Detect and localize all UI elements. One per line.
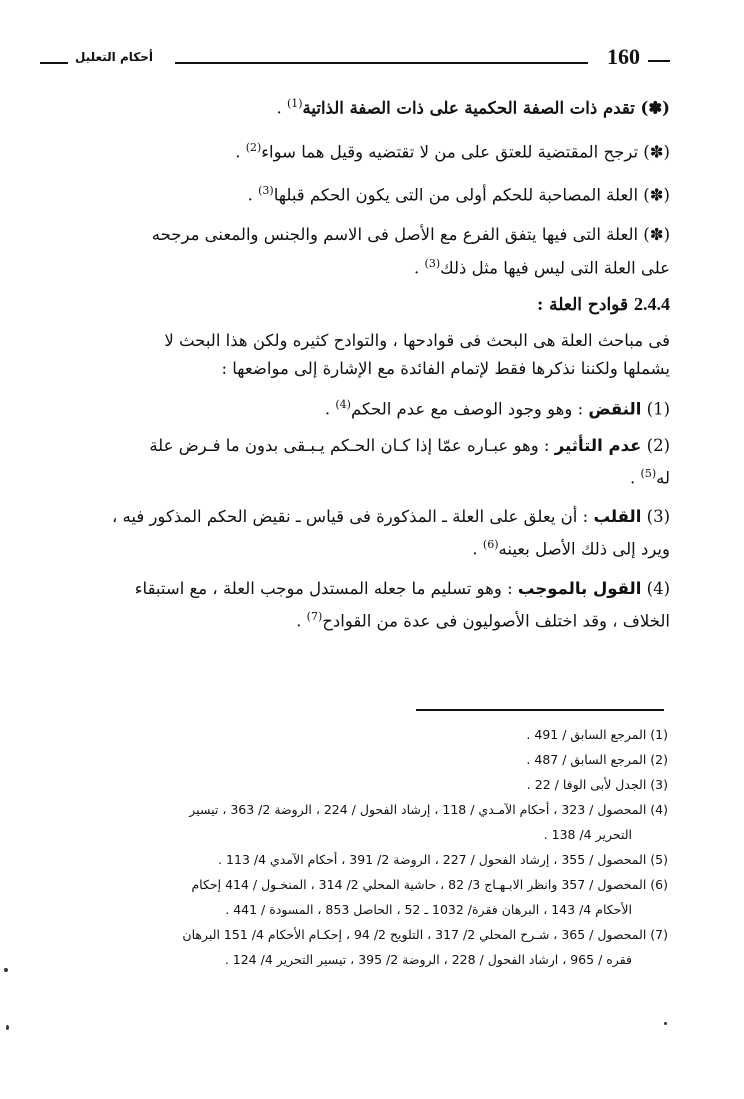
section-title: قوادح العلة : (536, 295, 629, 315)
footnote-1: (1) المرجع السابق / 491 . (526, 727, 668, 742)
line-bullet-3: (✽) العلة المصاحبة للحكم أولى من التى يكون الحكم قبلها$^{(3)}$ . (247, 184, 670, 205)
line-bullet-4-cont: على العلة التى ليس فيها مثل ذلك$^{(3)}$ . (414, 256, 670, 277)
term-adam-tathir: عدم التأثير (554, 435, 642, 455)
line-bullet-4: (✽) العلة التى فيها يتفق الفرع مع الأصل فى الاسم والجنس والمعنى مرجحه (151, 224, 670, 244)
footnote-separator (416, 709, 664, 711)
footnotes (48, 722, 668, 972)
footnote-7: (7) المحصول / 365 ، شـرح المحلي 2/ 317 ، التلويح 2/ 94 ، إحكـام الأحكام 4/ 151 البرهان (182, 927, 668, 942)
footnote-3: (3) الجدل لأبى الوفا / 22 . (526, 777, 668, 792)
scan-speck (6, 1025, 9, 1030)
footnote-ref: (1) (286, 97, 303, 110)
main-text (50, 92, 670, 633)
header-dash-right (648, 60, 670, 62)
term-naqd: النقض (588, 399, 642, 419)
footnote-4-cont: التحرير 4/ 138 . (543, 827, 632, 842)
term-qawl-bil-mujib: القول بالموجب (517, 578, 642, 598)
footnote-4: (4) المحصول / 323 ، أحكام الآمـدي / 118 ، إرشاد الفحول / 224 ، الروضة 2/ 363 ، تيسير (189, 802, 668, 817)
header-dash-left (40, 62, 68, 64)
page-number: 160 (607, 44, 640, 69)
footnote-2: (2) المرجع السابق / 487 . (526, 752, 668, 767)
footnote-ref: (6) (482, 538, 499, 551)
scan-speck (664, 1022, 667, 1025)
item-3-cont: ويرد إلى ذلك الأصل بعينه$^{(6)}$ . (472, 538, 670, 559)
footnote-ref: (3) (258, 184, 274, 197)
line-bullet-1: (✽) تقدم ذات الصفة الحكمية على ذات الصفة الذاتية$^{(1)}$ . (276, 97, 670, 118)
footnote-6-cont: الأحكام 4/ 143 ، البرهان فقرة/ 1032 ـ 52 ، الحاصل 853 ، المسودة / 441 . (225, 902, 632, 917)
item-1: (1) النقض : وهو وجود الوصف مع عدم الحكم$^{(4)}$ . (324, 398, 670, 419)
footnote-7-cont: فقره / 965 ، ارشاد الفحول / 228 ، الروضة 2/ 395 ، تيسير التحرير 4/ 124 . (224, 952, 632, 967)
term-qalb: القلب (593, 507, 642, 526)
paragraph-line-2: يشملها ولكننا نذكرها فقط لإتمام الفائدة مع الإشارة إلى مواضعها : (221, 359, 670, 378)
footnote-ref: (5) (640, 466, 657, 480)
line-bullet-2: (✽) ترجح المقتضية للعتق على من لا تقتضيه وقيل هما سواء$^{(2)}$ . (235, 140, 670, 161)
footnote-ref: (4) (335, 398, 351, 411)
header-rule (175, 62, 588, 64)
scan-speck (4, 968, 8, 972)
item-4: (4) القول بالموجب : وهو تسليم ما جعله المستدل موجب العلة ، مع استبقاء (134, 578, 670, 598)
footnote-5: (5) المحصول / 355 ، إرشاد الفحول / 227 ، الروضة 2/ 391 ، أحكام الآمدي 4/ 113 . (218, 852, 668, 867)
footnote-6: (6) المحصول / 357 وانظر الابـهـاج 3/ 82 ، حاشية المحلي 2/ 314 ، المنخـول / 414 إحكام (191, 877, 668, 892)
section-number: 2.4.4 (634, 294, 670, 314)
page-header (40, 44, 670, 74)
item-4-cont: الخلاف ، وقد اختلف الأصوليون فى عدة من القوادح$^{(7)}$ . (296, 609, 670, 630)
item-2: (2) عدم التأثير : وهو عبـاره عمّا إذا كـان الحـكم يـبـقى بدون ما فـرض علة (149, 435, 670, 455)
running-title: أحكام التعليل (75, 50, 154, 64)
paragraph-line-1: فى مباحث العلة هى البحث فى قوادحها ، والتوادح كثيره ولكن هذا البحث لا (164, 331, 670, 350)
footnote-ref: (3) (424, 256, 441, 270)
item-2-cont: له$^{(5)}$ . (630, 466, 670, 487)
item-3: (3) القلب : أن يعلق على العلة ـ المذكورة فى قياس ـ نقيض الحكم المذكور فيه ، (111, 507, 670, 526)
footnote-ref: (2) (245, 140, 262, 154)
section-heading (50, 292, 670, 317)
footnote-ref: (7) (306, 609, 323, 623)
